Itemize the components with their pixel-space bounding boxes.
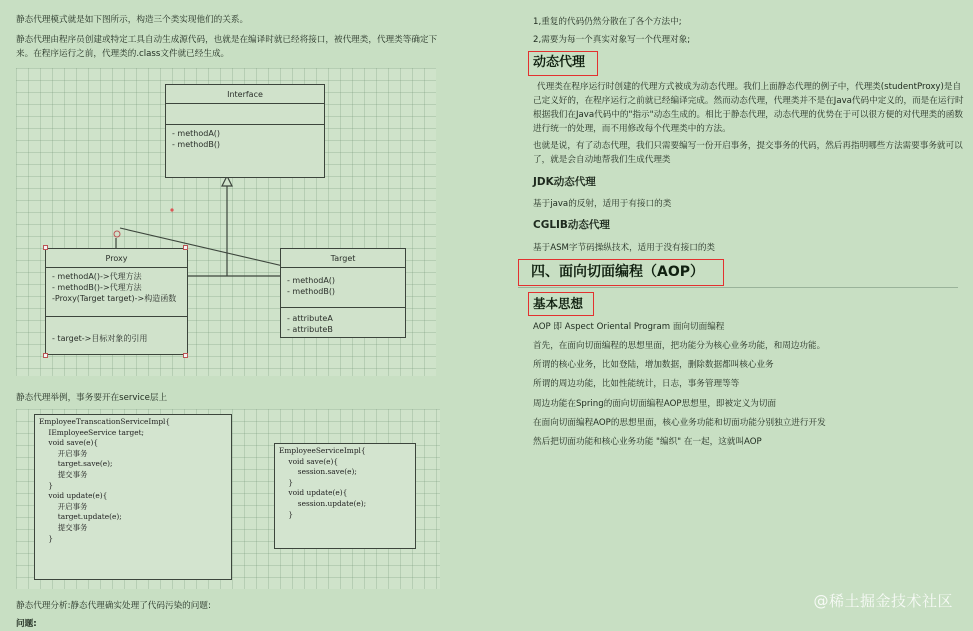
dynamic-proxy-desc-3: 根据我们在Java代码中的"指示"动态生成的。相比于静态代理，动态代理的优势在于可以很方便的对代理类的函数 — [533, 110, 963, 120]
code-line: session.save(e); — [279, 467, 357, 477]
code-line: 提交事务 — [39, 522, 88, 532]
analysis-text: 静态代理分析:静态代理确实处理了代码污染的问题: — [16, 601, 211, 611]
service-impl-code — [274, 443, 416, 549]
intro-paragraph: 静态代理模式就是如下图所示，构造三个类实现他们的关系。 — [16, 15, 249, 25]
dynamic-proxy-summary-2: 了，就是会自动地帮我们生成代理类 — [533, 155, 671, 165]
code-line: session.update(e); — [279, 498, 367, 508]
code-line: } — [279, 509, 294, 519]
left-column — [0, 0, 470, 631]
uml-target-title: Target — [281, 249, 405, 268]
static-proxy-description-1: 静态代理由程序员创建或特定工具自动生成源代码，也就是在编译时就已经将接口，被代理类，代理类等确定下 — [16, 35, 438, 45]
problem-point-1: 1,重复的代码仍然分散在了各个方法中; — [533, 17, 682, 27]
uml-proxy-title: Proxy — [46, 249, 187, 268]
code-line: EmployeeTranscationServiceImpl{ — [39, 417, 171, 426]
static-proxy-description-2: 来。在程序运行之前，代理类的.class文件就已经生成。 — [16, 49, 230, 59]
code-line: IEmployeeService target; — [39, 427, 145, 437]
heading-basic-idea: 基本思想 — [528, 292, 594, 316]
code-line: void save(e){ — [279, 456, 339, 466]
watermark: @稀土掘金技术社区 — [813, 592, 953, 610]
aop-line: 所谓的周边功能，比如性能统计，日志，事务管理等等 — [533, 379, 740, 389]
heading-divider — [518, 287, 958, 288]
code-example-panel — [16, 409, 440, 589]
uml-proxy-box — [45, 248, 188, 355]
aop-line: 首先，在面向切面编程的思想里面，把功能分为核心业务功能，和周边功能。 — [533, 341, 826, 351]
selection-handle — [183, 353, 188, 358]
heading-cglib-proxy: CGLIB动态代理 — [533, 219, 610, 231]
aop-line: 周边功能在Spring的面向切面编程AOP思想里，即被定义为切面 — [533, 399, 777, 409]
heading-jdk-proxy: JDK动态代理 — [533, 176, 596, 188]
aop-line: 在面向切面编程AOP的思想里面，核心业务功能和切面功能分别独立进行开发 — [533, 418, 826, 428]
code-line: void update(e){ — [279, 488, 348, 498]
dynamic-proxy-desc-2: 己定义好的，在程序运行之前就已经编译完成。然而动态代理，代理类并不是在Java代码中定义的，而是在运行时 — [533, 96, 964, 106]
code-line: target.save(e); — [39, 459, 113, 469]
dynamic-proxy-desc-1: 代理类在程序运行时创建的代理方式被成为动态代理。我们上面静态代理的例子中，代理类(studentProxy)是自 — [537, 82, 962, 92]
aop-line: AOP 即 Aspect Oriental Program 面向切面编程 — [533, 322, 725, 332]
target-method-a: - methodA() — [287, 276, 336, 285]
uml-target-box — [280, 248, 406, 338]
problem-label: 问题: — [16, 619, 37, 629]
code-line: 提交事务 — [39, 469, 88, 479]
proxy-method-a: - methodA()->代理方法 — [52, 272, 142, 281]
target-attribute-b: - attributeB — [287, 325, 333, 334]
proxy-method-b: - methodB()->代理方法 — [52, 283, 142, 292]
aop-line: 所谓的核心业务，比如登陆，增加数据，删除数据都叫核心业务 — [533, 360, 774, 370]
target-method-b: - methodB() — [287, 287, 336, 296]
code-line: 开启事务 — [39, 448, 88, 458]
aop-line: 然后把切面功能和核心业务功能 "编织" 在一起，这就叫AOP — [533, 437, 762, 447]
proxy-constructor: -Proxy(Target target)->构造函数 — [52, 294, 177, 303]
code-line: void update(e){ — [39, 491, 108, 501]
static-proxy-analysis — [16, 599, 211, 613]
code-line: target.update(e); — [39, 512, 122, 522]
code-line: EmployeeServiceImpl{ — [279, 446, 366, 455]
selection-handle — [183, 245, 188, 250]
proxy-attribute-target: - target->目标对象的引用 — [52, 334, 148, 343]
right-column — [470, 0, 973, 631]
cglib-proxy-desc: 基于ASM字节码操纵技术，适用于没有接口的类 — [533, 243, 716, 253]
problem-point-2: 2,需要为每一个真实对象写一个代理对象; — [533, 35, 691, 45]
selection-handle — [43, 353, 48, 358]
example-label: 静态代理举例，事务要开在service层上 — [16, 393, 168, 403]
code-line: } — [279, 477, 294, 487]
uml-interface-box — [165, 84, 325, 178]
dynamic-proxy-desc-4: 进行统一的处理，而不用修改每个代理类中的方法。 — [533, 124, 731, 134]
code-line: void save(e){ — [39, 438, 99, 448]
interface-method-b: - methodB() — [172, 140, 221, 149]
interface-method-a: - methodA() — [172, 129, 221, 138]
heading-dynamic-proxy: 动态代理 — [528, 51, 598, 76]
code-line: 开启事务 — [39, 501, 88, 511]
jdk-proxy-desc: 基于java的反射，适用于有接口的类 — [533, 199, 672, 209]
code-line: } — [39, 480, 54, 490]
selection-handle — [43, 245, 48, 250]
code-line: } — [39, 533, 54, 543]
dynamic-proxy-summary-1: 也就是说，有了动态代理，我们只需要编写一份开启事务，提交事务的代码，然后再指明哪些方法需要事务就可以 — [533, 141, 963, 151]
uml-diagram — [16, 68, 436, 376]
heading-aop: 四、面向切面编程（AOP） — [518, 259, 724, 286]
target-attribute-a: - attributeA — [287, 314, 333, 323]
uml-interface-title: Interface — [166, 85, 324, 104]
proxy-service-code — [34, 414, 232, 580]
